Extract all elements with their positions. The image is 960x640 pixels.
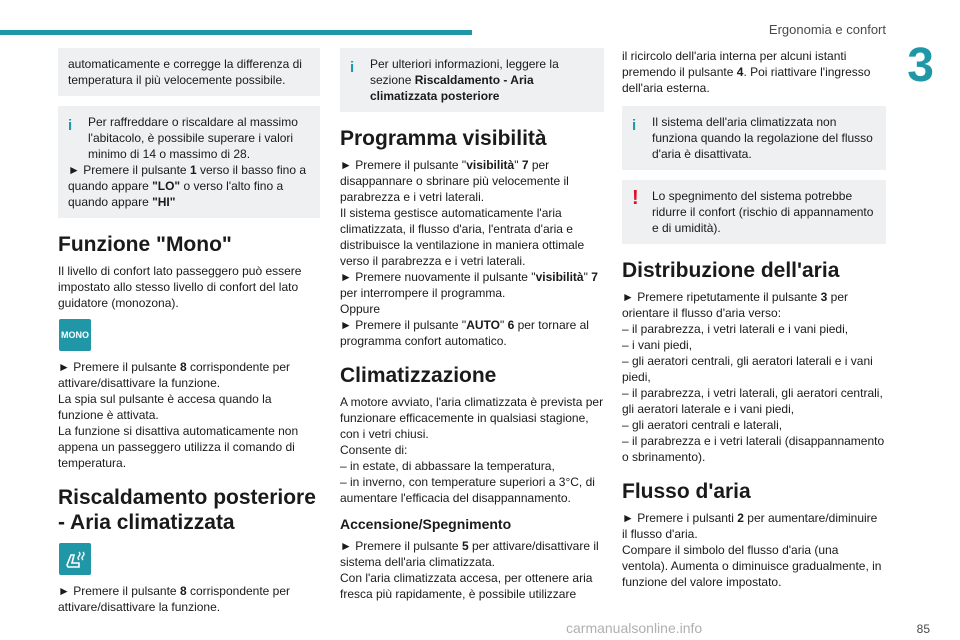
paragraph: Il livello di confort lato passeggero può essere impostato allo stesso livello di confort del lato guidatore (monozona). <box>58 264 302 310</box>
paragraph: – in inverno, con temperature superiori a 3°C, di aumentare l'efficacia del disappannamento. <box>340 475 595 505</box>
list-item: – il parabrezza, i vetri laterali, gli aeratori centrali, gli aeratori laterale e i vani piedi, <box>622 386 883 416</box>
list-item: – gli aeratori centrali, gli aeratori laterali e i vani piedi, <box>622 354 873 384</box>
info-icon: i <box>350 59 355 76</box>
heading-rear-heating: Riscaldamento posteriore - Aria climatizzata <box>58 486 316 534</box>
info-box-more <box>340 48 604 112</box>
heading-air-distribution: Distribuzione dell'aria <box>622 259 840 282</box>
warning-icon: ! <box>632 187 639 209</box>
paragraph: ► Premere nuovamente il pulsante "visibilità" 7 per interrompere il programma. <box>340 270 598 300</box>
paragraph: ► Premere il pulsante 8 corrispondente per attivare/disattivare la funzione. <box>58 584 291 614</box>
paragraph: A motore avviato, l'aria climatizzata è prevista per funzionare efficacemente in qualsiasi stagione, con i vetri chiusi. <box>340 395 604 441</box>
box-text: Per ulteriori informazioni, leggere la sezione Riscaldamento - Aria climatizzata posteriore <box>370 57 559 103</box>
paragraph: ► Premere ripetutamente il pulsante 3 per orientare il flusso d'aria verso: <box>622 290 849 320</box>
header-bar <box>0 30 472 35</box>
column-1 <box>58 48 320 615</box>
heading-mono: Funzione "Mono" <box>58 233 232 256</box>
box-text: ► Premere il pulsante 1 verso il basso fino a quando appare "LO" o verso l'alto fino a quando appare "HI" <box>68 163 307 209</box>
watermark: carmanualsonline.info <box>566 620 703 636</box>
page-number: 85 <box>916 622 930 636</box>
paragraph: Oppure <box>340 302 381 316</box>
info-box-ac <box>622 106 886 170</box>
box-text: automaticamente e corregge la differenza di temperatura il più velocemente possibile. <box>68 57 302 87</box>
heading-visibility: Programma visibilità <box>340 127 547 150</box>
paragraph: La funzione si disattiva automaticamente non appena un passeggero utilizza il comando di temperatura. <box>58 424 299 470</box>
paragraph: Con l'aria climatizzata accesa, per ottenere aria fresca più rapidamente, è possibile utilizzare <box>340 571 593 601</box>
box-text: l'abitacolo, è possibile superare i valori minimo di 14 o massimo di 28. <box>88 131 294 161</box>
heading-air-flow: Flusso d'aria <box>622 480 751 503</box>
paragraph: Il sistema gestisce automaticamente l'aria climatizzata, il flusso d'aria, l'entrata d'aria e distribuisce la ventilazione in maniera ottimale verso il parabrezza e i vetri laterali. <box>340 206 585 268</box>
list-item: – il parabrezza, i vetri laterali e i vani piedi, <box>622 322 849 336</box>
rear-climate-icon <box>59 543 91 575</box>
paragraph: ► Premere il pulsante "visibilità" 7 per disappannare o sbrinare più velocemente il parabrezza e i vetri laterali. <box>340 158 569 204</box>
section-title: Ergonomia e confort <box>768 22 886 37</box>
paragraph: Consente di: <box>340 443 408 457</box>
list-item: – il parabrezza e i vetri laterali (disappannamento o sbrinamento). <box>622 434 885 464</box>
paragraph: ► Premere il pulsante 5 per attivare/disattivare il sistema dell'aria climatizzata. <box>340 539 599 569</box>
chapter-number: 3 <box>907 39 934 92</box>
paragraph: ► Premere il pulsante "AUTO" 6 per tornare al programma confort automatico. <box>340 318 589 348</box>
box-text: Il sistema dell'aria climatizzata non funziona quando la regolazione del flusso d'aria è disattivata. <box>652 115 873 161</box>
paragraph: – in estate, di abbassare la temperatura, <box>340 459 555 473</box>
column-2 <box>340 48 604 602</box>
list-item: – gli aeratori centrali e laterali, <box>622 418 783 432</box>
info-box-temperature <box>58 106 320 218</box>
warning-box <box>622 180 886 244</box>
mono-button-icon: MONO <box>59 319 91 351</box>
paragraph: il ricircolo dell'aria interna per alcuni istanti premendo il pulsante 4. Poi riattivare l'ingresso dell'aria esterna. <box>622 49 871 95</box>
paragraph: ► Premere i pulsanti 2 per aumentare/diminuire il flusso d'aria. <box>622 511 878 541</box>
heading-on-off: Accensione/Spegnimento <box>340 516 512 532</box>
paragraph: Compare il simbolo del flusso d'aria (una ventola). Aumenta o diminuisce gradualmente, in funzione del valore impostato. <box>622 543 882 589</box>
list-item: – i vani piedi, <box>622 338 693 352</box>
heading-climate: Climatizzazione <box>340 364 497 387</box>
info-icon: i <box>68 117 73 134</box>
paragraph: La spia sul pulsante è accesa quando la funzione è attivata. <box>58 392 272 422</box>
column-3 <box>622 48 886 590</box>
paragraph: ► Premere il pulsante 8 corrispondente per attivare/disattivare la funzione. <box>58 360 291 390</box>
info-box-continued <box>58 48 320 96</box>
box-text: Per raffreddare o riscaldare al massimo <box>88 115 298 129</box>
info-icon: i <box>632 117 637 134</box>
box-text: Lo spegnimento del sistema potrebbe ridurre il confort (rischio di appannamento e di umidità). <box>652 189 874 235</box>
